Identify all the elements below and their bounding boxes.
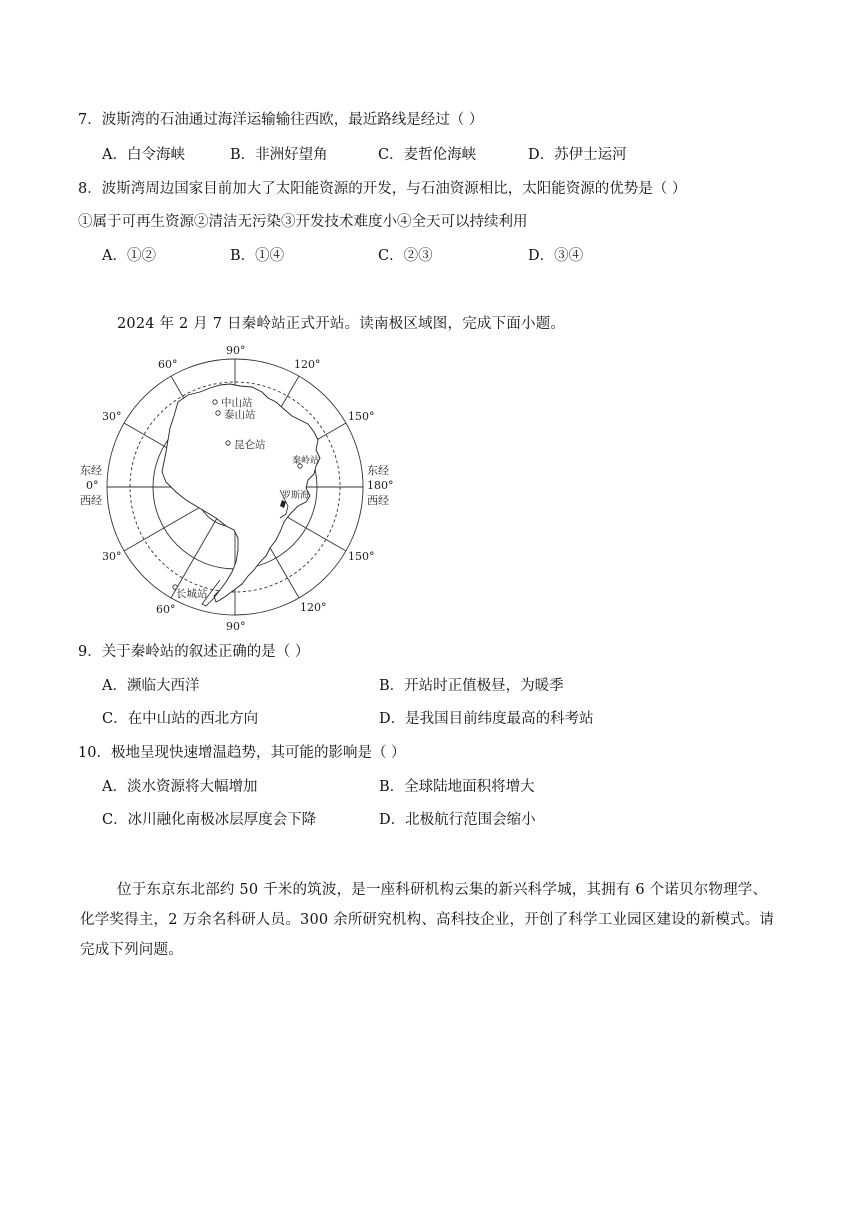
q9-option-c: C．在中山站的西北方向 (102, 711, 259, 727)
ross-sea-label: 罗斯海 (282, 491, 310, 501)
taishan-marker (216, 411, 220, 415)
tsukuba-intro-line2: 化学奖得主，2 万余名科研人员。300 余所研究机构、高科技企业，开创了科学工业园区建设的新模式。请 (80, 912, 775, 928)
lon-label-mid-upper-left: 30° (102, 410, 122, 423)
lon-label-upper-left: 60° (158, 358, 178, 371)
q8-option-a: A．①② (102, 248, 156, 264)
lon-label-mid-lower-right: 150° (348, 550, 375, 563)
q10-option-b: B．全球陆地面积将增大 (379, 779, 535, 795)
q9-option-d: D．是我国目前纬度最高的科考站 (379, 711, 594, 727)
qinling-label: 秦岭站 (292, 456, 320, 466)
q7-option-d: D．苏伊士运河 (528, 147, 627, 163)
q7-stem: 7．波斯湾的石油通过海洋运输输往西欧，最近路线是经过（ ） (78, 112, 484, 128)
lon-label-lower-right: 120° (300, 601, 327, 614)
q8-option-c: C．②③ (378, 248, 433, 264)
map-intro: 2024 年 2 月 7 日秦岭站正式开站。读南极区域图，完成下面小题。 (117, 316, 566, 332)
q10-option-d: D．北极航行范围会缩小 (379, 812, 536, 828)
q7-option-b: B．非洲好望角 (230, 147, 328, 163)
kunlun-marker (226, 441, 230, 445)
lon-label-lower-left: 60° (156, 603, 176, 616)
lon-label-left-top: 东经 (80, 464, 102, 477)
lon-label-top: 90° (226, 344, 246, 357)
q7-option-c: C．麦哲伦海峡 (378, 147, 477, 163)
tsukuba-intro-line3: 完成下列问题。 (80, 942, 183, 958)
tsukuba-intro-line1: 位于东京东北部约 50 千米的筑波，是一座科研机构云集的新兴科学城，其拥有 6 个诺贝尔物理学、 (117, 882, 768, 898)
q10-option-c: C．冰川融化南极冰层厚度会下降 (102, 812, 317, 828)
q8-option-b: B．①④ (230, 248, 285, 264)
q9-option-a: A．濒临大西洋 (102, 678, 200, 694)
q7-option-a: A．白令海峡 (102, 147, 185, 163)
antarctica-map (70, 340, 400, 630)
changcheng-label: 长城站 (176, 588, 208, 600)
taishan-label: 泰山站 (224, 409, 256, 421)
lon-label-upper-right: 120° (294, 358, 321, 371)
lon-label-right-mid: 180° (367, 479, 394, 492)
lon-label-left-mid: 0° (86, 479, 99, 492)
lon-label-mid-upper-right: 150° (348, 410, 375, 423)
zhongshan-marker (213, 400, 217, 404)
q8-option-d: D．③④ (528, 248, 584, 264)
lon-label-mid-lower-left: 30° (102, 550, 122, 563)
q8-stem: 8．波斯湾周边国家目前加大了太阳能资源的开发，与石油资源相比，太阳能资源的优势是（ ） (78, 181, 687, 197)
q9-stem: 9．关于秦岭站的叙述正确的是（ ） (78, 644, 310, 660)
q10-option-a: A．淡水资源将大幅增加 (102, 779, 258, 795)
zhongshan-label: 中山站 (221, 397, 253, 409)
q9-option-b: B．开站时正值极昼，为暖季 (379, 678, 564, 694)
lon-label-bottom: 90° (226, 620, 246, 630)
lon-label-left-bottom: 西经 (80, 494, 102, 507)
q8-sub: ①属于可再生资源②清洁无污染③开发技术难度小④全天可以持续利用 (78, 214, 528, 230)
kunlun-label: 昆仑站 (234, 439, 266, 451)
lon-label-right-top: 东经 (367, 464, 389, 477)
lon-label-right-bottom: 西经 (367, 494, 389, 507)
station-changcheng (173, 585, 208, 600)
q10-stem: 10．极地呈现快速增温趋势，其可能的影响是（ ） (78, 745, 406, 761)
